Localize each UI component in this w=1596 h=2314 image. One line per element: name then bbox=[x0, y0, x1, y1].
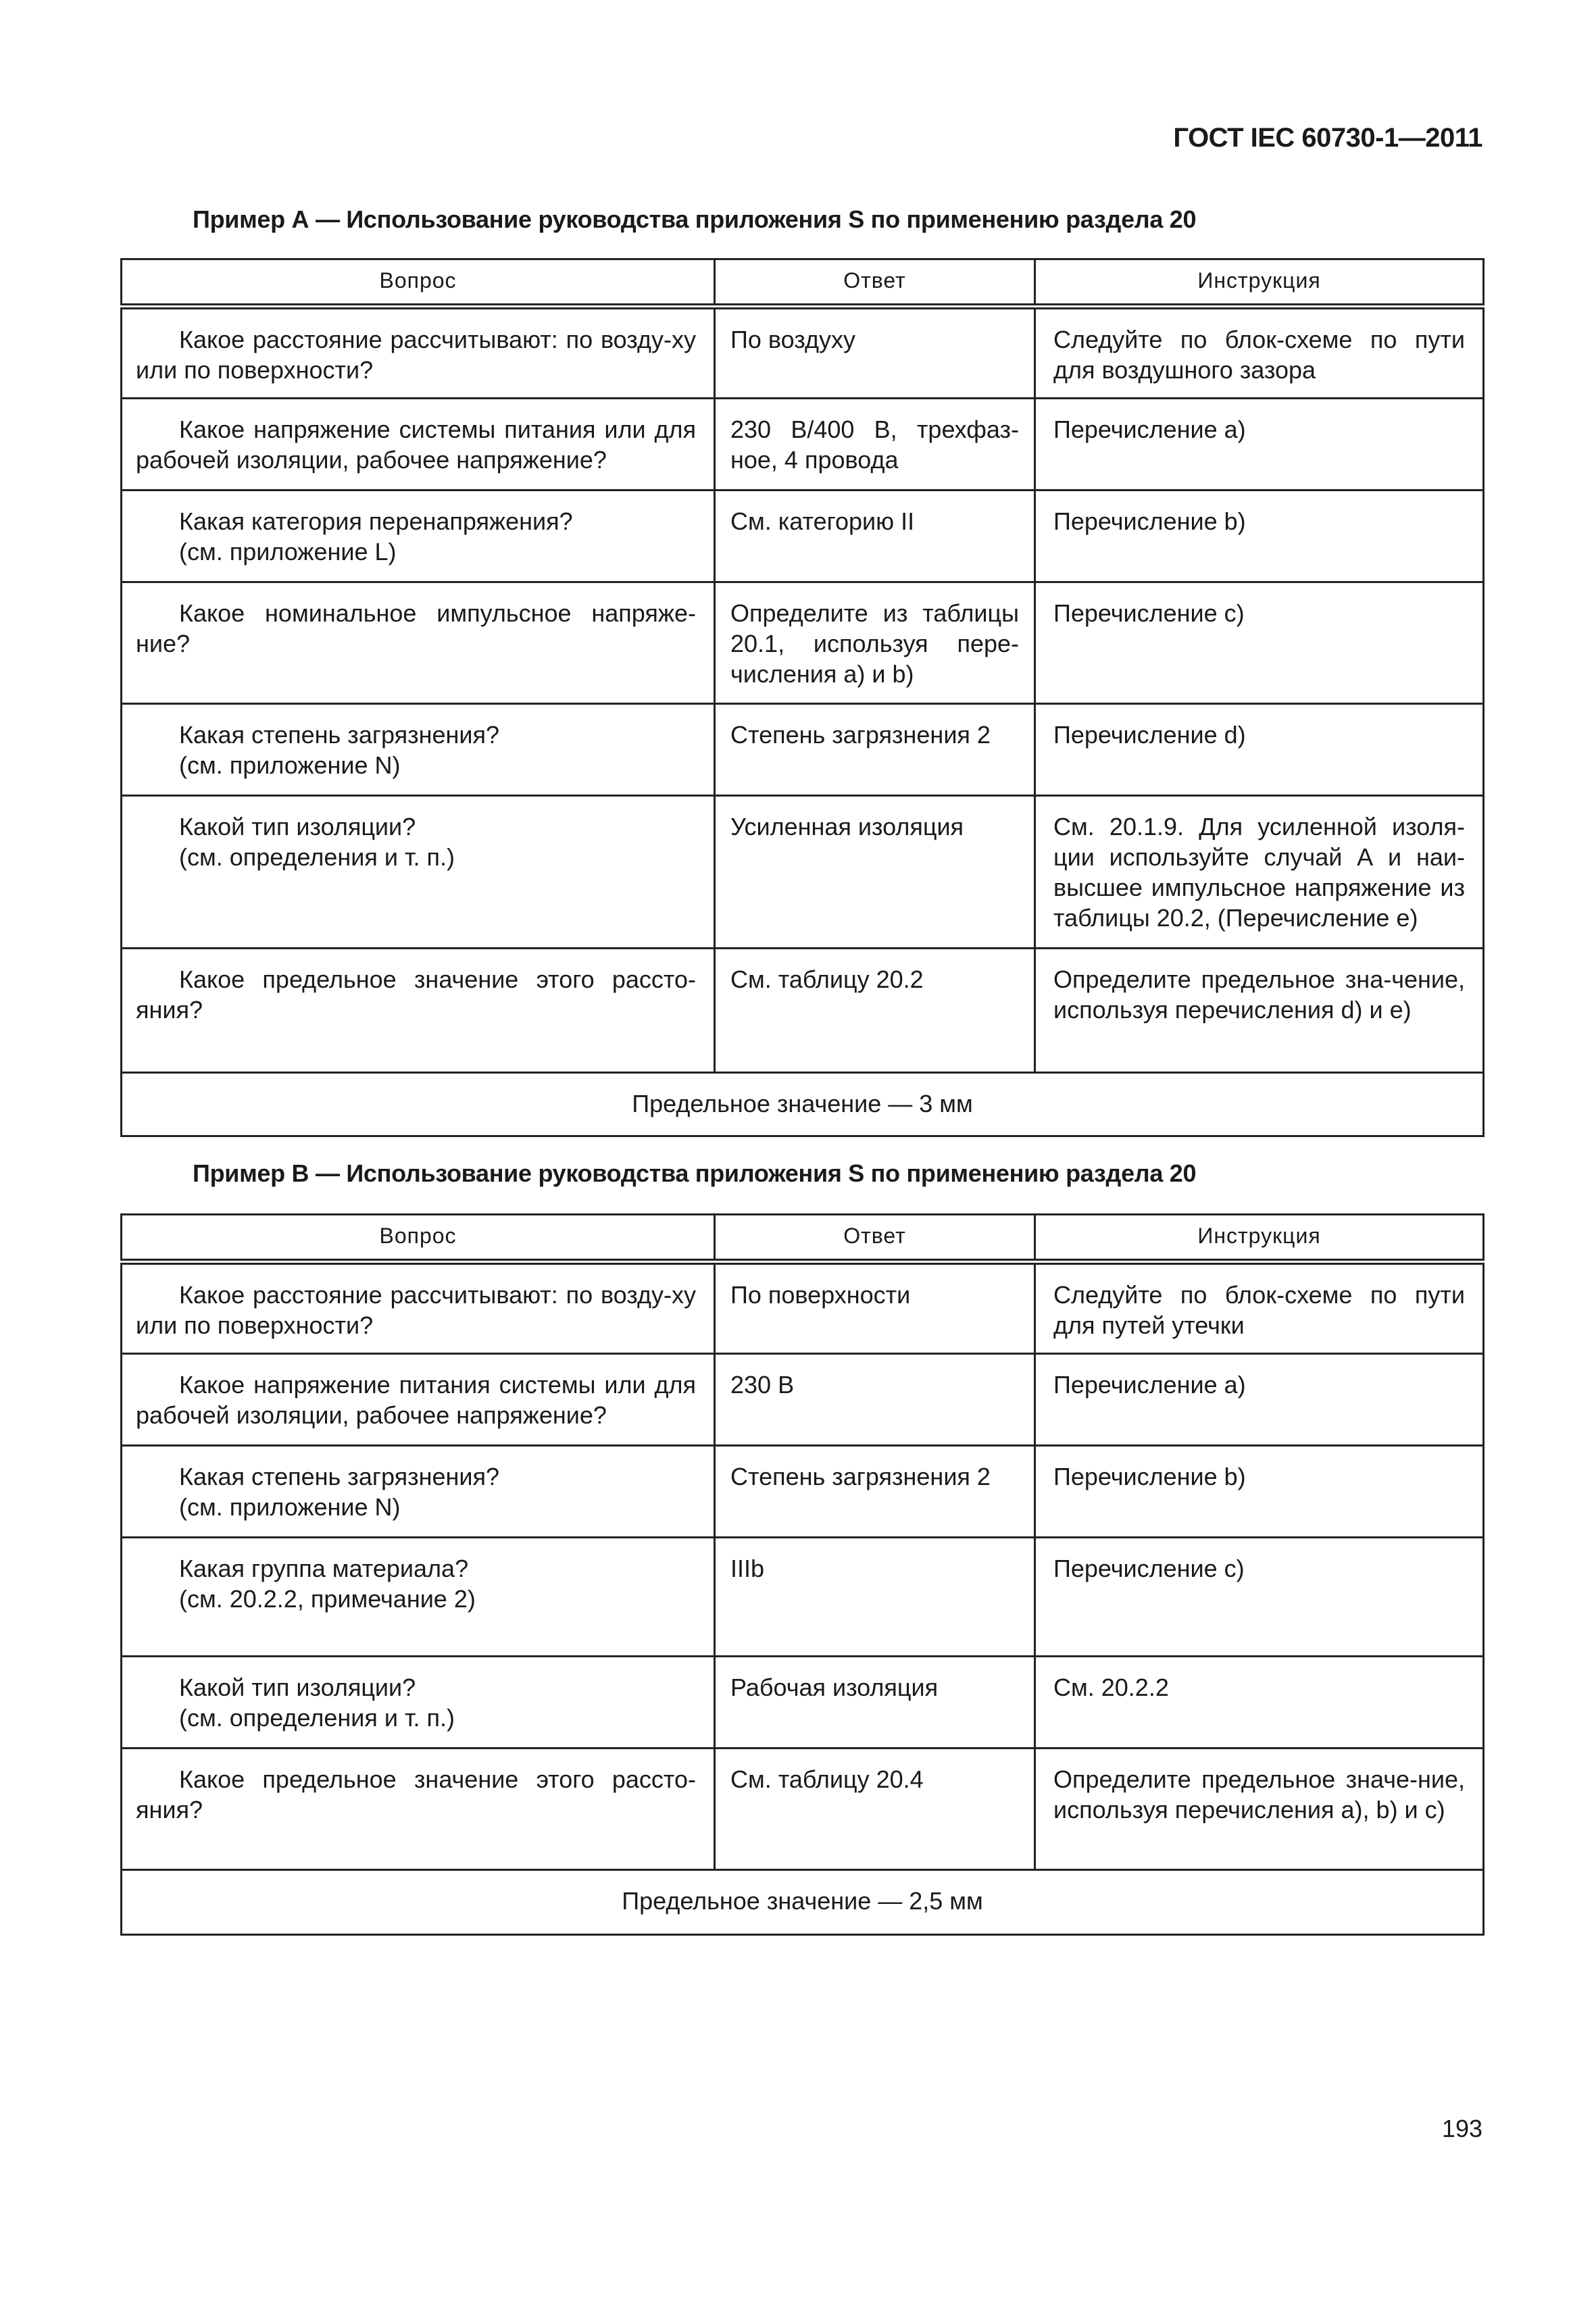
result-row bbox=[122, 1073, 1484, 1136]
answer-cell: Усиленная изоляция bbox=[715, 796, 1035, 949]
limit-value-result: Предельное значение — 3 мм bbox=[122, 1073, 1484, 1136]
table-row bbox=[122, 1354, 1484, 1446]
answer-cell: Определите из таблицы 20.1, используя пере-числения а) и b) bbox=[715, 582, 1035, 704]
question-cell: Какое напряжение системы питания или для рабочей изоляции, рабочее напряжение? bbox=[122, 399, 715, 491]
answer-cell: Степень загрязнения 2 bbox=[715, 1446, 1035, 1538]
column-header-answer: Ответ bbox=[715, 259, 1035, 307]
question-cell: Какое расстояние рассчитывают: по возду-ху или по поверхности? bbox=[122, 1262, 715, 1354]
column-header-question: Вопрос bbox=[122, 259, 715, 307]
answer-cell: IIIb bbox=[715, 1538, 1035, 1657]
column-header-instruction: Инструкция bbox=[1035, 1215, 1484, 1262]
instruction-cell: Перечисление b) bbox=[1035, 1446, 1484, 1538]
question-cell: Какая группа материала? (см. 20.2.2, примечание 2) bbox=[122, 1538, 715, 1657]
question-cell: Какая степень загрязнения? (см. приложение N) bbox=[122, 704, 715, 796]
table-row bbox=[122, 1262, 1484, 1354]
table-row bbox=[122, 491, 1484, 582]
instruction-cell: Определите предельное зна-чение, используя перечисления d) и е) bbox=[1035, 949, 1484, 1073]
table-row bbox=[122, 582, 1484, 704]
answer-cell: По поверхности bbox=[715, 1262, 1035, 1354]
table-row bbox=[122, 704, 1484, 796]
answer-cell: 230 В/400 В, трехфаз-ное, 4 провода bbox=[715, 399, 1035, 491]
example-a-table bbox=[120, 258, 1485, 1137]
answer-cell: См. таблицу 20.4 bbox=[715, 1749, 1035, 1870]
instruction-cell: См. 20.1.9. Для усиленной изоля-ции используйте случай А и наи-высшее импульсное напряжение из таблицы 20.2, (Перечисление е) bbox=[1035, 796, 1484, 949]
column-header-instruction: Инструкция bbox=[1035, 259, 1484, 307]
table-row bbox=[122, 1446, 1484, 1538]
answer-cell: Рабочая изоляция bbox=[715, 1657, 1035, 1749]
instruction-cell: См. 20.2.2 bbox=[1035, 1657, 1484, 1749]
table-row bbox=[122, 1538, 1484, 1657]
result-row bbox=[122, 1870, 1484, 1935]
answer-cell: 230 В bbox=[715, 1354, 1035, 1446]
answer-cell: См. таблицу 20.2 bbox=[715, 949, 1035, 1073]
instruction-cell: Перечисление а) bbox=[1035, 1354, 1484, 1446]
question-cell: Какое номинальное импульсное напряже-ние? bbox=[122, 582, 715, 704]
instruction-cell: Перечисление с) bbox=[1035, 1538, 1484, 1657]
table-row bbox=[122, 1657, 1484, 1749]
table-row bbox=[122, 307, 1484, 399]
example-a-caption: Пример А — Использование руководства приложения S по применению раздела 20 bbox=[193, 205, 1197, 233]
table-row bbox=[122, 796, 1484, 949]
instruction-cell: Перечисление d) bbox=[1035, 704, 1484, 796]
question-cell: Какой тип изоляции? (см. определения и т. п.) bbox=[122, 1657, 715, 1749]
question-cell: Какое напряжение питания системы или для рабочей изоляции, рабочее напряжение? bbox=[122, 1354, 715, 1446]
instruction-cell: Определите предельное значе-ние, используя перечисления а), b) и с) bbox=[1035, 1749, 1484, 1870]
question-cell: Какой тип изоляции? (см. определения и т. п.) bbox=[122, 796, 715, 949]
instruction-cell: Следуйте по блок-схеме по пути для воздушного зазора bbox=[1035, 307, 1484, 399]
table-row bbox=[122, 949, 1484, 1073]
limit-value-result: Предельное значение — 2,5 мм bbox=[122, 1870, 1484, 1935]
table-row bbox=[122, 399, 1484, 491]
question-cell: Какое предельное значение этого рассто-яния? bbox=[122, 1749, 715, 1870]
table-header-row bbox=[122, 259, 1484, 307]
table-row bbox=[122, 1749, 1484, 1870]
example-b-caption: Пример В — Использование руководства приложения S по применению раздела 20 bbox=[193, 1159, 1197, 1187]
column-header-question: Вопрос bbox=[122, 1215, 715, 1262]
instruction-cell: Перечисление b) bbox=[1035, 491, 1484, 582]
page-number: 193 bbox=[1441, 2115, 1482, 2142]
document-code: ГОСТ IEC 60730-1—2011 bbox=[1173, 123, 1482, 153]
question-cell: Какое предельное значение этого рассто-яния? bbox=[122, 949, 715, 1073]
answer-cell: По воздуху bbox=[715, 307, 1035, 399]
question-cell: Какое расстояние рассчитывают: по возду-ху или по поверхности? bbox=[122, 307, 715, 399]
instruction-cell: Перечисление с) bbox=[1035, 582, 1484, 704]
instruction-cell: Следуйте по блок-схеме по пути для путей утечки bbox=[1035, 1262, 1484, 1354]
question-cell: Какая категория перенапряжения? (см. приложение L) bbox=[122, 491, 715, 582]
table-header-row bbox=[122, 1215, 1484, 1262]
example-b-table bbox=[120, 1213, 1485, 1936]
instruction-cell: Перечисление а) bbox=[1035, 399, 1484, 491]
column-header-answer: Ответ bbox=[715, 1215, 1035, 1262]
answer-cell: См. категорию II bbox=[715, 491, 1035, 582]
answer-cell: Степень загрязнения 2 bbox=[715, 704, 1035, 796]
question-cell: Какая степень загрязнения? (см. приложение N) bbox=[122, 1446, 715, 1538]
